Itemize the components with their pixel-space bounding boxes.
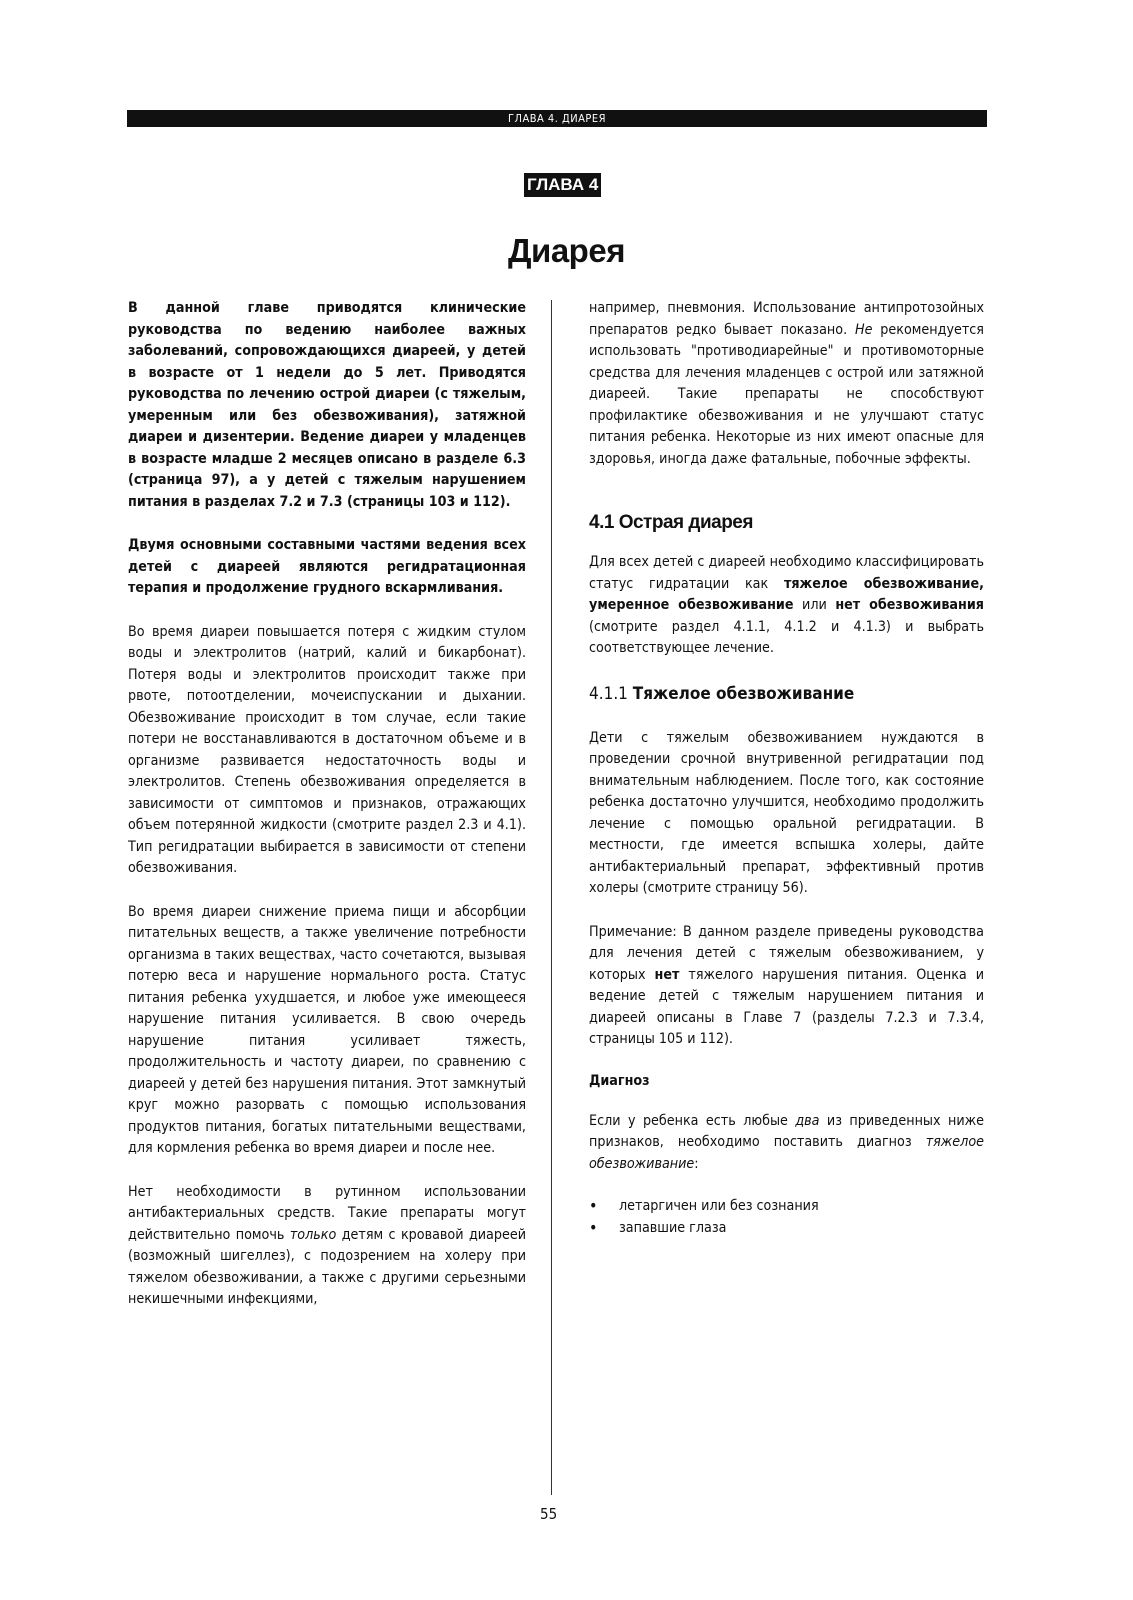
subsection-paragraph: Дети с тяжелым обезвоживанием нуждаются в проведении срочной внутривенной регидратации под внимательным наблюдением. После того, как состояние ребенка достаточно улучшится, необходимо продолжить лечение с помощью оральной регидратации. В местности, где имеется вспышка холеры, дайте антибактериальный препарат, эффективный против холеры (смотрите страницу 56).: [589, 729, 984, 896]
intro-paragraph: В данной главе приводятся клинические руководства по ведению наиболее важных заболеваний, сопровождающихся диареей, у детей в возрасте от 1 недели до 5 лет. Приводятся руководства по лечению острой диареи (с тяжелым, умеренным или без обезвоживания), затяжной диареи и дизентерии. Ведение диареи у младенцев в возрасте младше 2 месяцев описано в разделе 6.3 (страница 97), а у детей с тяжелым нарушением питания в разделах 7.2 и 7.3 (страницы 103 и 112).: [128, 300, 526, 510]
page-number: 55: [540, 1505, 558, 1523]
paragraph-fluid-loss: Во время диареи повышается потеря с жидким стулом воды и электролитов (натрий, калий и бикарбонат). Потеря воды и электролитов происходит также при рвоте, потоотделении, мочеиспускании и дыхании. Обезвоживание происходит в том случае, если такие потери не восстанавливаются в достаточном объеме и в организме развивается недостаточность воды и электролитов. Степень обезвоживания определяется в зависимости от симптомов и признаков, отражающих объем потерянной жидкости (смотрите раздел 2.3 и 4.1). Тип регидратации выбирается в зависимости от степени обезвоживания.: [128, 623, 526, 876]
list-item: • летаргичен или без сознания: [589, 1195, 984, 1217]
section-heading: 4.1 Острая диарея: [589, 512, 753, 533]
section-paragraph: Для всех детей с диареей необходимо классифицировать статус гидратации как тяжелое обезвоживание, умеренное обезвоживание или нет обезвоживания (смотрите раздел 4.1.1, 4.1.2 и 4.1.3) и выбрать соответствующее лечение.: [589, 554, 984, 656]
running-header: ГЛАВА 4. ДИАРЕЯ: [127, 110, 987, 127]
diagnosis-paragraph: Если у ребенка есть любые два из приведенных ниже признаков, необходимо поставить диагноз тяжелое обезвоживание:: [589, 1112, 984, 1172]
subsection-heading: 4.1.1 Тяжелое обезвоживание: [589, 683, 855, 704]
note-paragraph: Примечание: В данном разделе приведены руководства для лечения детей с тяжелым обезвоживанием, у которых нет тяжелого нарушения питания. Оценка и ведение детей с тяжелым нарушением питания и диареей описаны в Главе 7 (разделы 7.2.3 и 7.3.4, страницы 105 и 112).: [589, 923, 985, 1047]
paragraph-nutrition: Во время диареи снижение приема пищи и абсорбции питательных веществ, а также увеличение потребности организма в таких веществах, часто сочетаются, вызывая потерю веса и нарушение нормального роста. Статус питания ребенка ухудшается, и любое уже имеющееся нарушение питания усиливается. В свою очередь нарушение питания усиливает тяжесть, продолжительность и частоту диареи, по сравнению с диареей у детей без нарушения питания. Этот замкнутый круг можно разорвать с помощью использования продуктов питания, богатых питательными веществами, для кормления ребенка во время диареи и после нее.: [128, 903, 526, 1156]
chapter-title: Диарея: [508, 232, 625, 269]
list-item: • запавшие глаза: [589, 1217, 984, 1239]
column-divider: [551, 300, 552, 1495]
left-column: [128, 298, 526, 1311]
diagnosis-signs-list: [589, 1195, 984, 1239]
diagnosis-heading: Диагноз: [589, 1072, 650, 1089]
key-points-paragraph: Двумя основными составными частями ведения всех детей с диареей являются регидратационная терапия и продолжение грудного вскармливания.: [128, 537, 526, 596]
paragraph-antibiotics: Нет необходимости в рутинном использовании антибактериальных средств. Такие препараты могут действительно помочь только детям с кровавой диареей (возможный шигеллез), с подозрением на холеру при тяжелом обезвоживании, а также с другими серьезными некишечными инфекциями,: [128, 1183, 526, 1307]
paragraph-continuation: например, пневмония. Использование антипротозойных препаратов редко бывает показано. Не рекомендуется использовать "противодиарейные" и противомоторные средства для лечения младенцев с острой или затяжной диареей. Такие препараты не способствуют профилактике обезвоживания и не улучшают статус питания ребенка. Некоторые из них имеют опасные для здоровья, иногда даже фатальные, побочные эффекты.: [589, 300, 984, 467]
right-column: [589, 298, 984, 1239]
chapter-badge: ГЛАВА 4: [524, 173, 601, 197]
